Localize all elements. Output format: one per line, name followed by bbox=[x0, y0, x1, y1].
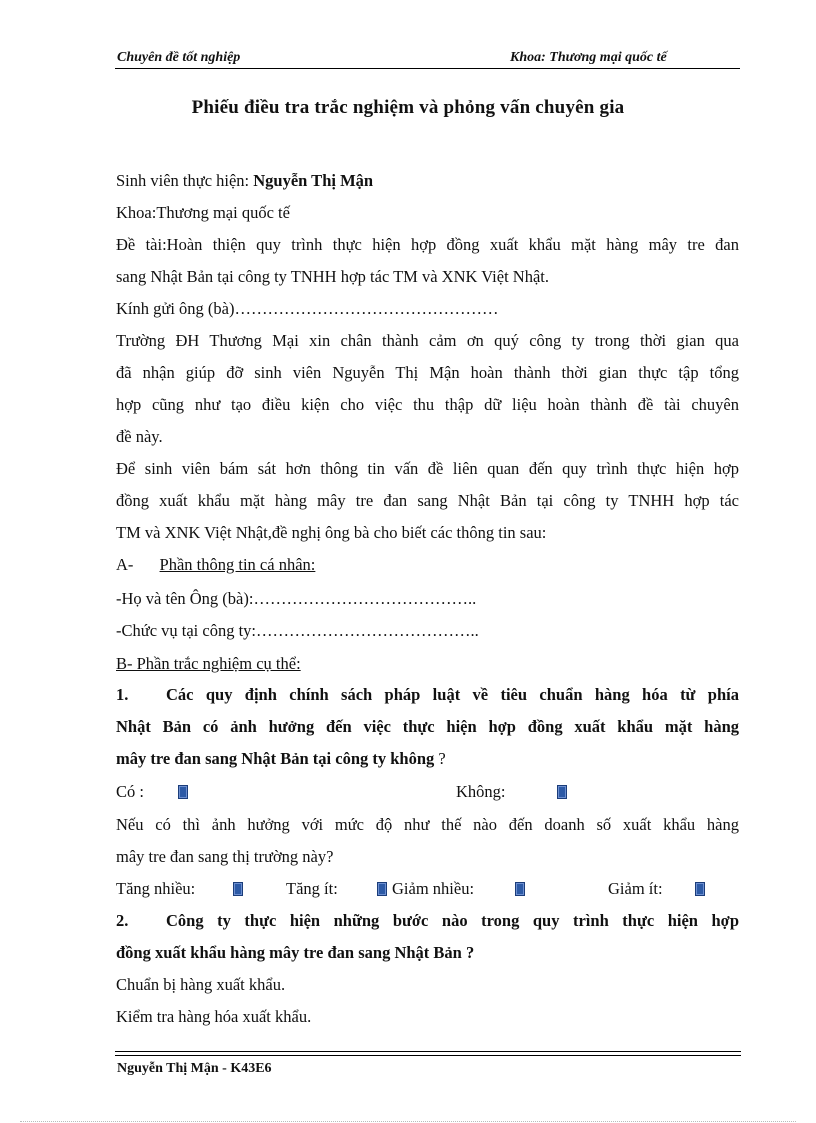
section-b-heading: B- Phần trắc nghiệm cụ thể: bbox=[116, 654, 301, 673]
q1-number: 1. bbox=[116, 685, 129, 704]
para1-line: đề này. bbox=[116, 427, 163, 446]
opt-increase-much-checkbox[interactable] bbox=[233, 882, 243, 896]
q1-no-label: Không: bbox=[456, 782, 506, 801]
footer-rule bbox=[115, 1051, 741, 1052]
q1-line-3 bbox=[116, 749, 446, 769]
q1-yes-checkbox[interactable] bbox=[178, 785, 188, 799]
section-a-title: Phần thông tin cá nhân: bbox=[159, 555, 316, 574]
student-line bbox=[116, 171, 373, 191]
section-a-label: A- bbox=[116, 555, 134, 574]
topic-line-2: sang Nhật Bản tại công ty TNHH hợp tác TM và XNK Việt Nhật. bbox=[116, 267, 549, 286]
faculty-line: Khoa:Thương mại quốc tế bbox=[116, 203, 290, 222]
q2-item-1: Chuẩn bị hàng xuất khẩu. bbox=[116, 975, 286, 994]
opt-decrease-little-label: Giảm ít: bbox=[608, 879, 663, 898]
para1-line: hợp cũng như tạo điều kiện cho việc thu thập dữ liệu hoàn thành đề tài chuyên bbox=[116, 395, 739, 414]
para2-line: TM và XNK Việt Nhật,đề nghị ông bà cho biết các thông tin sau: bbox=[116, 523, 547, 542]
header-left: Chuyên đề tốt nghiệp bbox=[117, 50, 241, 65]
student-label: Sinh viên thực hiện: bbox=[116, 171, 254, 190]
q2-line-1 bbox=[116, 911, 739, 931]
q1-text-3: mây tre đan sang Nhật Bản tại công ty không bbox=[116, 749, 435, 768]
para1-line: đã nhận giúp đỡ sinh viên Nguyễn Thị Mận hoàn thành thời gian thực tập tổng bbox=[116, 363, 739, 382]
para2-line: đồng xuất khẩu mặt hàng mây tre đan sang Nhật Bản tại công ty TNHH hợp tác bbox=[116, 491, 739, 510]
footer-rule bbox=[115, 1055, 741, 1056]
q1-yes-label: Có : bbox=[116, 782, 144, 801]
section-a-heading bbox=[116, 555, 315, 575]
q1-no-checkbox[interactable] bbox=[557, 785, 567, 799]
page-title: Phiếu điều tra trắc nghiệm và phỏng vấn chuyên gia bbox=[191, 97, 625, 118]
name-field-line: -Họ và tên Ông (bà):………………………………….. bbox=[116, 589, 477, 608]
q1-text-1: Các quy định chính sách pháp luật về tiêu chuẩn hàng hóa từ phía bbox=[166, 685, 739, 704]
opt-increase-much-label: Tăng nhiều: bbox=[116, 879, 196, 898]
opt-increase-little-checkbox[interactable] bbox=[377, 882, 387, 896]
q1-qmark: ? bbox=[434, 749, 446, 768]
greeting-line: Kính gửi ông (bà)………………………………………… bbox=[116, 299, 499, 318]
opt-decrease-little-checkbox[interactable] bbox=[695, 882, 705, 896]
q2-item-2: Kiểm tra hàng hóa xuất khẩu. bbox=[116, 1007, 312, 1026]
q2-number: 2. bbox=[116, 911, 129, 930]
page-bottom-divider bbox=[20, 1121, 796, 1122]
q1-line-2: Nhật Bản có ảnh hưởng đến việc thực hiện hợp đồng xuất khẩu mặt hàng bbox=[116, 717, 739, 736]
para1-line: Trường ĐH Thương Mại xin chân thành cảm ơn quý công ty trong thời gian qua bbox=[116, 331, 739, 350]
position-field-line: -Chức vụ tại công ty:………………………………….. bbox=[116, 621, 479, 640]
q2-text-1: Công ty thực hiện những bước nào trong quy trình thực hiện hợp bbox=[166, 911, 739, 930]
page-footer: Nguyễn Thị Mận - K43E6 bbox=[117, 1061, 272, 1076]
para2-line: Để sinh viên bám sát hơn thông tin vấn đề liên quan đến quy trình thực hiện hợp bbox=[116, 459, 739, 478]
q1-followup-1: Nếu có thì ảnh hưởng với mức độ như thế nào đến doanh số xuất khẩu hàng bbox=[116, 815, 739, 834]
q1-line-1 bbox=[116, 685, 739, 705]
opt-decrease-much-checkbox[interactable] bbox=[515, 882, 525, 896]
topic-line-1: Đề tài:Hoàn thiện quy trình thực hiện hợp đồng xuất khẩu mặt hàng mây tre đan bbox=[116, 235, 739, 254]
opt-increase-little-label: Tăng ít: bbox=[286, 879, 338, 898]
student-name: Nguyễn Thị Mận bbox=[253, 171, 374, 190]
opt-decrease-much-label: Giảm nhiều: bbox=[392, 879, 475, 898]
header-right: Khoa: Thương mại quốc tế bbox=[510, 50, 667, 65]
q2-line-2: đồng xuất khẩu hàng mây tre đan sang Nhật Bản ? bbox=[116, 943, 475, 962]
q1-followup-2: mây tre đan sang thị trường này? bbox=[116, 847, 334, 866]
page-header bbox=[115, 48, 740, 69]
